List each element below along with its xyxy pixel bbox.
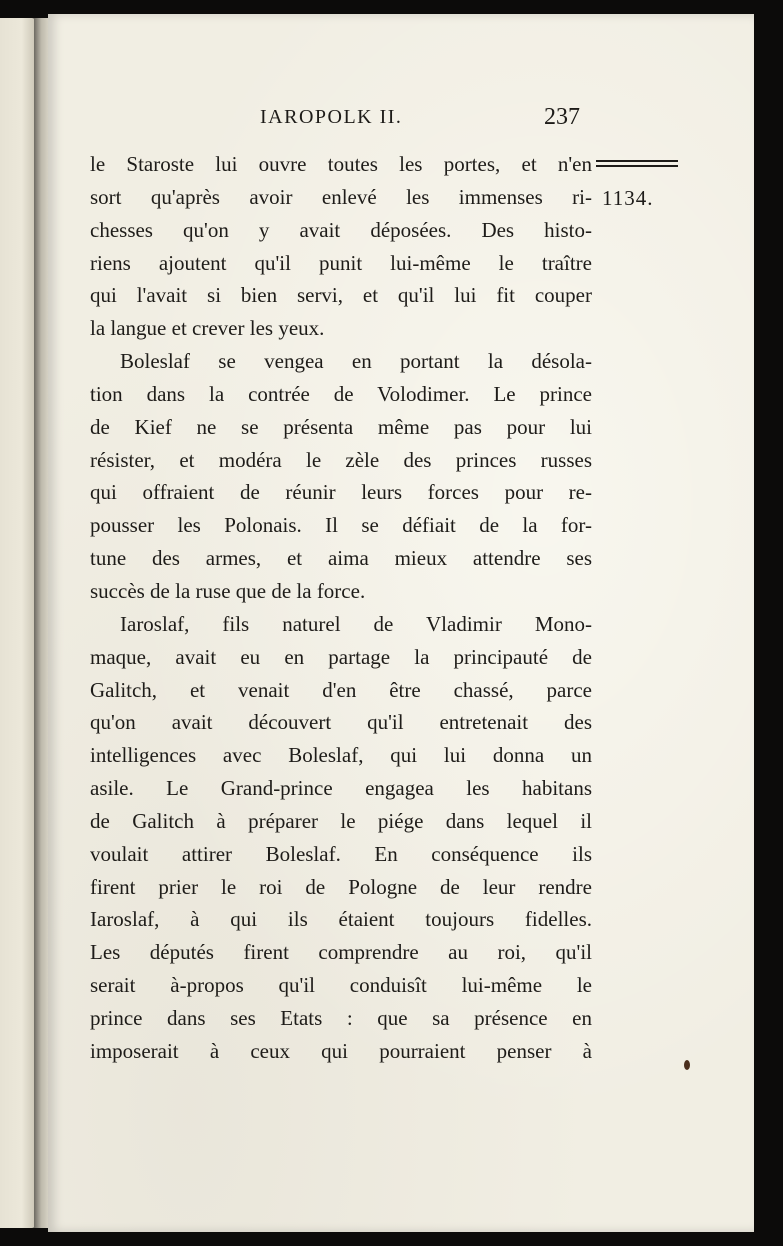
text-line: Les députés firent comprendre au roi, qu'il	[90, 940, 592, 965]
body-text	[90, 148, 592, 1068]
page-number: 237	[544, 104, 580, 130]
text-line: asile. Le Grand-prince engagea les habitans	[90, 776, 592, 801]
margin-rule	[596, 160, 678, 167]
text-line: la langue et crever les yeux.	[90, 316, 325, 341]
text-line: de Kief ne se présenta même pas pour lui	[90, 414, 592, 439]
book-page	[48, 14, 754, 1232]
margin-year-note: 1134.	[602, 186, 654, 210]
text-line: voulait attirer Boleslaf. En conséquence ils	[90, 841, 592, 866]
text-line: qu'on avait découvert qu'il entretenait des	[90, 710, 592, 735]
text-line: prince dans ses Etats : que sa présence en	[90, 1005, 592, 1030]
text-line: chesses qu'on y avait déposées. Des histo-	[90, 217, 592, 242]
text-line: le Staroste lui ouvre toutes les portes, et n'en	[90, 152, 592, 176]
ink-spot	[684, 1060, 690, 1070]
text-line: Iaroslaf, à qui ils étaient toujours fidelles.	[90, 907, 592, 932]
text-line: maque, avait eu en partage la principauté de	[90, 644, 592, 669]
text-line: de Galitch à préparer le piége dans lequel il	[90, 808, 592, 833]
text-line: intelligences avec Boleslaf, qui lui donna un	[90, 743, 592, 768]
page-header	[48, 104, 754, 140]
text-line: tion dans la contrée de Volodimer. Le prince	[90, 381, 592, 406]
running-title: IAROPOLK II.	[260, 106, 403, 128]
text-line: qui l'avait si bien servi, et qu'il lui fit couper	[90, 283, 592, 308]
text-line: riens ajoutent qu'il punit lui-même le traître	[90, 250, 592, 275]
text-line: Iaroslaf, fils naturel de Vladimir Mono-	[120, 611, 592, 636]
left-page-edge	[0, 18, 36, 1228]
text-line: Boleslaf se vengea en portant la désola-	[120, 349, 592, 374]
text-line: Galitch, et venait d'en être chassé, parce	[90, 677, 592, 702]
text-line: succès de la ruse que de la force.	[90, 578, 366, 603]
text-line: serait à-propos qu'il conduisît lui-même le	[90, 973, 592, 998]
text-line: résister, et modéra le zèle des princes russes	[90, 447, 592, 472]
text-line: tune des armes, et aima mieux attendre ses	[90, 546, 592, 571]
text-line: imposerait à ceux qui pourraient penser à	[90, 1038, 592, 1063]
text-line: sort qu'après avoir enlevé les immenses ri-	[90, 184, 592, 209]
text-line: firent prier le roi de Pologne de leur rendre	[90, 874, 592, 899]
text-line: qui offraient de réunir leurs forces pour re-	[90, 480, 592, 505]
text-line: pousser les Polonais. Il se défiait de la for-	[90, 513, 592, 538]
